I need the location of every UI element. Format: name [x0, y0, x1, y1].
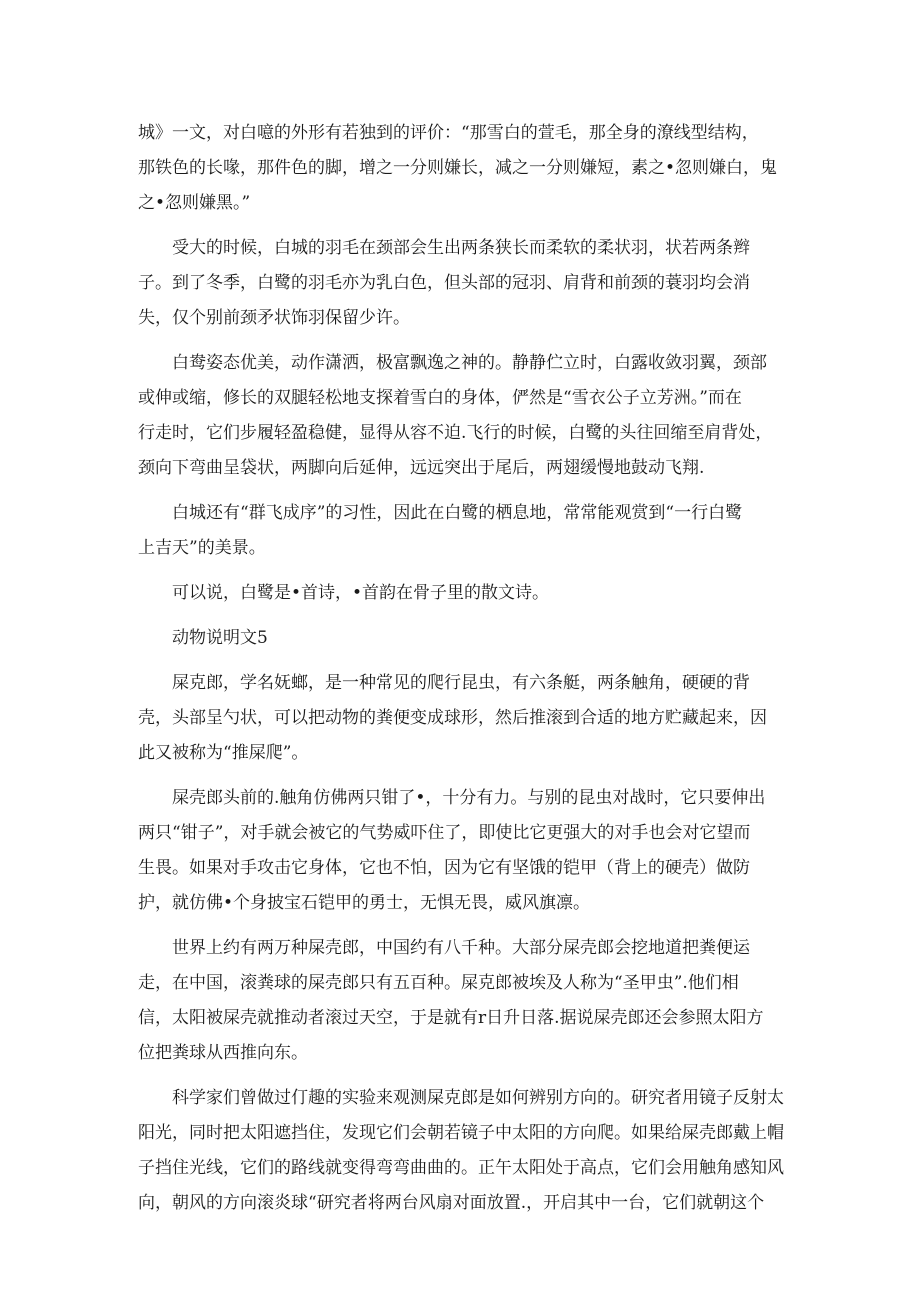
text-line: 或伸或缩，修长的双腿轻松地支探着雪白的身体，俨然是“雪衣公子立芳洲。”而在: [138, 388, 742, 408]
text-line: 阳光，同时把太阳遮挡住，发现它们会朝若镜子中太阳的方向爬。如果给屎壳郎戴上帽: [138, 1123, 784, 1143]
paragraph-egret-posture: [138, 346, 778, 486]
text-line: 向，朝风的方向滚炎球“研究者将两台风扇对面放置.，开启其中一台，它们就朝这个: [138, 1193, 765, 1213]
text-line: 护，就仿佛•个身披宝石铠甲的勇士，无惧无畏，威风旗凛。: [138, 893, 591, 913]
text-line: 失，仅个别前颈矛状饰羽保留少许。: [138, 308, 410, 328]
text-line: 壳，头部呈勺状，可以把动物的粪便变成球形，然后推滚到合适的地方贮藏起来，因: [138, 708, 767, 728]
paragraph-egret-poem: [138, 576, 778, 611]
text-line: 颈向下弯曲呈袋状，两脚向后延伸，远远突出于尾后，两翅缓慢地鼓动飞翔.: [138, 458, 705, 478]
text-line: 子。到了冬季，白鹭的羽毛亦为乳白色，但头部的冠羽、肩背和前颈的蓑羽均会消: [138, 273, 750, 293]
section-heading: 动物说明文5: [172, 628, 268, 648]
text-line: 那铁色的长喙，那件色的脚，增之一分则嫌长，减之一分则嫌短，素之•忽则嫌白，鬼: [138, 158, 778, 178]
document-body: [138, 116, 784, 1231]
text-line: 屎壳郎头前的.触角仿佛两只钳了•，十分有力。与别的昆虫对战时，它只要伸出: [172, 788, 766, 808]
text-line: 位把粪球从西推向东。: [138, 1043, 308, 1063]
text-line: 子挡住光线，它们的路线就变得弯弯曲曲的。正午太阳处于高点，它们会用触角感知风: [138, 1158, 784, 1178]
text-line: 白鸯姿态优美，动作潇洒，极富飘逸之神的。静静伫立时，白露收敛羽翼，颈部: [172, 353, 767, 373]
paragraph-dung-beetle-species: [138, 931, 778, 1071]
text-line: 行走时，它们步履轻盈稳健，显得从容不迫.飞行的时候，白鹭的头往回缩至肩背处，: [138, 423, 773, 443]
paragraph-egret-feathers: [138, 231, 778, 336]
paragraph-dung-beetle-antennae: [138, 781, 778, 921]
text-line: 受大的时候，白城的羽毛在颈部会生出两条狭长而柔软的柔状羽，状若两条辫: [172, 238, 750, 258]
paragraph-dung-beetle-intro: [138, 666, 778, 771]
text-line: 科学家们曾做过仃趣的实验来观测屎克郎是如何辨别方向的。研究者用镜子反射太: [172, 1088, 784, 1108]
text-line: 之•忽则嫌黑。”: [138, 193, 251, 213]
paragraph-egret-appearance: [138, 116, 778, 221]
text-line: 生畏。如果对手攻击它身体，它也不怕，因为它有坚饿的铠甲（背上的硬壳）做防: [138, 858, 750, 878]
text-line: 信，太阳被屎壳就推动者滚过天空，于是就有r日升日落.据说屎壳郎还会参照太阳方: [138, 1008, 764, 1028]
text-line: 城》一文，对白噫的外形有若独到的评价：“那雪白的萱毛，那全身的潦线型结构，: [138, 123, 759, 143]
text-line: 此又被称为“推屎爬”。: [138, 743, 309, 763]
text-line: 白城还有“群飞成序”的习性，因此在白鹭的栖息地，常常能观赏到“一行白鹭: [172, 503, 743, 523]
text-line: 屎克郎，学名妩螂，是一种常见的爬行昆虫，有六条艇，两条触角，硬硬的背: [172, 673, 750, 693]
text-line: 可以说，白鹭是•首诗，•首韵在骨子里的散文诗。: [172, 583, 550, 603]
text-line: 世界上约有两万种屎壳郎，中国约有八千种。大部分屎壳郎会挖地道把粪便运: [172, 938, 750, 958]
paragraph-egret-flock: [138, 496, 778, 566]
text-line: 走，在中国，滚粪球的屎壳郎只有五百种。屎克郎被埃及人称为“圣甲虫”.他们相: [138, 973, 739, 993]
paragraph-dung-beetle-experiment: [138, 1081, 784, 1221]
text-line: 上吉天”的美景。: [138, 538, 266, 558]
text-line: 两只“钳子”，对手就会被它的气势威吓住了，即使比它更强大的对手也会对它望而: [138, 823, 751, 843]
